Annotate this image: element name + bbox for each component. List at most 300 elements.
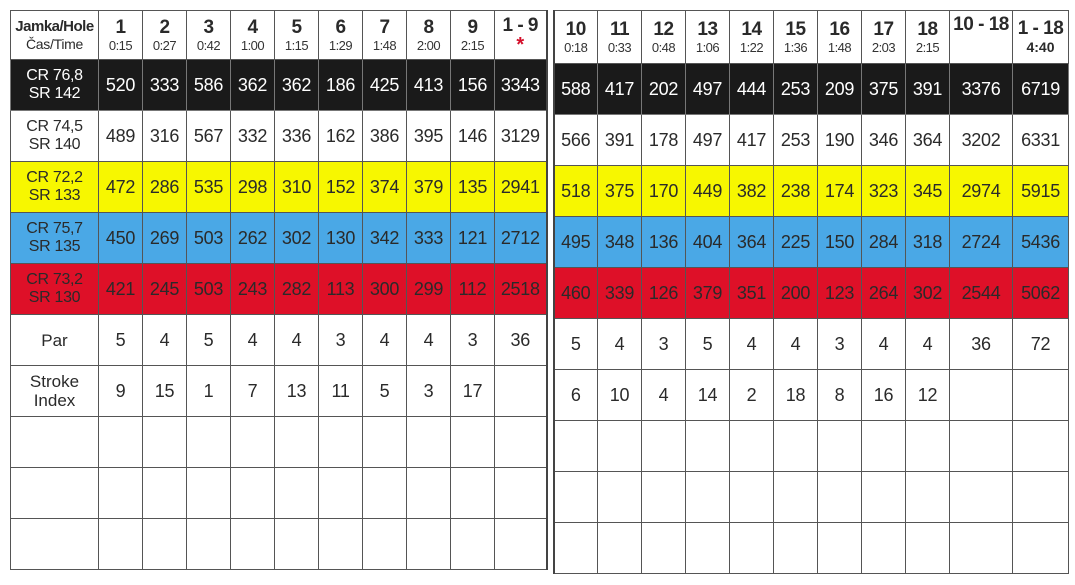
score-cell[interactable] bbox=[686, 523, 730, 574]
hole-number: 18 bbox=[917, 18, 938, 40]
hole-length: 126 bbox=[642, 268, 686, 319]
score-entry-row bbox=[554, 472, 1069, 523]
hole-length: 417 bbox=[730, 115, 774, 166]
score-cell[interactable] bbox=[319, 519, 363, 570]
score-cell[interactable] bbox=[99, 519, 143, 570]
hole-number: 9 bbox=[467, 16, 478, 38]
hole-length: 497 bbox=[686, 115, 730, 166]
tee-rating-cell bbox=[11, 264, 99, 315]
tee-rating-cell bbox=[11, 60, 99, 111]
score-cell[interactable] bbox=[906, 421, 950, 472]
hole-header bbox=[862, 11, 906, 64]
score-cell[interactable] bbox=[231, 417, 275, 468]
hole-time: 0:27 bbox=[152, 37, 177, 53]
hole-length: 425 bbox=[363, 60, 407, 111]
score-entry-row bbox=[11, 468, 547, 519]
hole-number: 8 bbox=[423, 16, 434, 38]
score-cell[interactable] bbox=[642, 523, 686, 574]
hole-length: 379 bbox=[407, 162, 451, 213]
hole-par: 3 bbox=[642, 319, 686, 370]
score-cell[interactable] bbox=[818, 472, 862, 523]
hole-par: 5 bbox=[554, 319, 598, 370]
front-total-length: 2941 bbox=[495, 162, 547, 213]
hole-length: 146 bbox=[451, 111, 495, 162]
hole-length: 586 bbox=[187, 60, 231, 111]
hole-length: 269 bbox=[143, 213, 187, 264]
hole-length: 112 bbox=[451, 264, 495, 315]
hole-time: 2:15 bbox=[915, 39, 940, 55]
score-cell[interactable] bbox=[99, 417, 143, 468]
hole-stroke-index: 4 bbox=[642, 370, 686, 421]
hole-par: 4 bbox=[774, 319, 818, 370]
hole-time: 0:42 bbox=[196, 37, 221, 53]
tee-row-black bbox=[11, 60, 547, 111]
hole-length: 299 bbox=[407, 264, 451, 315]
tee-row-white bbox=[11, 111, 547, 162]
hole-length: 136 bbox=[642, 217, 686, 268]
hole-time: 1:29 bbox=[328, 37, 353, 53]
hole-header bbox=[818, 11, 862, 64]
score-cell[interactable] bbox=[231, 519, 275, 570]
hole-number: 12 bbox=[653, 18, 674, 40]
hole-length: 264 bbox=[862, 268, 906, 319]
hole-length: 395 bbox=[407, 111, 451, 162]
hole-header bbox=[906, 11, 950, 64]
hole-time: 1:00 bbox=[240, 37, 265, 53]
hole-length: 444 bbox=[730, 64, 774, 115]
score-cell[interactable] bbox=[319, 417, 363, 468]
score-cell[interactable] bbox=[598, 421, 642, 472]
score-cell[interactable] bbox=[495, 417, 547, 468]
hole-stroke-index: 12 bbox=[906, 370, 950, 421]
course-rating: CR 72,2 bbox=[26, 169, 83, 186]
hole-length: 162 bbox=[319, 111, 363, 162]
hole-length: 152 bbox=[319, 162, 363, 213]
hole-length: 421 bbox=[99, 264, 143, 315]
score-cell[interactable] bbox=[774, 523, 818, 574]
front-total-header bbox=[495, 11, 547, 60]
hole-length: 535 bbox=[187, 162, 231, 213]
hole-time: 1:15 bbox=[284, 37, 309, 53]
score-cell[interactable] bbox=[554, 472, 598, 523]
tee-row-red bbox=[11, 264, 547, 315]
hole-length: 417 bbox=[598, 64, 642, 115]
score-cell[interactable] bbox=[686, 421, 730, 472]
score-cell[interactable] bbox=[1013, 472, 1069, 523]
hole-length: 346 bbox=[862, 115, 906, 166]
hole-length: 497 bbox=[686, 64, 730, 115]
hole-par: 4 bbox=[143, 315, 187, 366]
hole-stroke-index: 18 bbox=[774, 370, 818, 421]
header-row bbox=[554, 11, 1069, 64]
hole-length: 209 bbox=[818, 64, 862, 115]
score-cell[interactable] bbox=[730, 472, 774, 523]
score-cell[interactable] bbox=[950, 523, 1013, 574]
hole-length: 262 bbox=[231, 213, 275, 264]
score-cell[interactable] bbox=[187, 468, 231, 519]
hole-length: 202 bbox=[642, 64, 686, 115]
hole-header bbox=[363, 11, 407, 60]
hole-stroke-index: 10 bbox=[598, 370, 642, 421]
hole-stroke-index: 8 bbox=[818, 370, 862, 421]
hole-length: 253 bbox=[774, 64, 818, 115]
hole-length: 113 bbox=[319, 264, 363, 315]
par-row bbox=[11, 315, 547, 366]
score-cell[interactable] bbox=[143, 417, 187, 468]
hole-length: 200 bbox=[774, 268, 818, 319]
hole-length: 253 bbox=[774, 115, 818, 166]
score-cell[interactable] bbox=[143, 519, 187, 570]
score-cell[interactable] bbox=[950, 421, 1013, 472]
hole-number: 5 bbox=[291, 16, 302, 38]
hole-header bbox=[774, 11, 818, 64]
hole-number: 1 bbox=[115, 16, 126, 38]
hole-length: 302 bbox=[906, 268, 950, 319]
hole-length: 342 bbox=[363, 213, 407, 264]
hole-number: 11 bbox=[609, 18, 630, 40]
hole-header bbox=[730, 11, 774, 64]
scorecard bbox=[10, 10, 1069, 574]
back-total-length: 3376 bbox=[950, 64, 1013, 115]
score-cell[interactable] bbox=[818, 523, 862, 574]
tee-row-yellow bbox=[554, 166, 1069, 217]
score-cell[interactable] bbox=[598, 472, 642, 523]
slope-rating: SR 135 bbox=[28, 238, 81, 255]
score-cell[interactable] bbox=[774, 421, 818, 472]
hole-stroke-index: 13 bbox=[275, 366, 319, 417]
hole-par: 5 bbox=[187, 315, 231, 366]
stroke-index-row bbox=[554, 370, 1069, 421]
score-cell[interactable] bbox=[363, 417, 407, 468]
hole-length: 386 bbox=[363, 111, 407, 162]
hole-length: 588 bbox=[554, 64, 598, 115]
hole-par: 4 bbox=[730, 319, 774, 370]
score-cell[interactable] bbox=[495, 468, 547, 519]
hole-length: 379 bbox=[686, 268, 730, 319]
score-cell[interactable] bbox=[187, 519, 231, 570]
slope-rating: SR 130 bbox=[28, 289, 81, 306]
hole-number: 15 bbox=[785, 18, 806, 40]
hole-length: 382 bbox=[730, 166, 774, 217]
grand-total-length: 5062 bbox=[1013, 268, 1069, 319]
hole-time: 2:15 bbox=[460, 37, 485, 53]
back-total-label: 10 - 18 bbox=[953, 14, 1009, 35]
hole-length: 375 bbox=[862, 64, 906, 115]
hole-length: 282 bbox=[275, 264, 319, 315]
front-total-length: 3343 bbox=[495, 60, 547, 111]
hole-length: 391 bbox=[598, 115, 642, 166]
score-cell[interactable] bbox=[275, 519, 319, 570]
hole-length: 318 bbox=[906, 217, 950, 268]
tee-row-white bbox=[554, 115, 1069, 166]
time-label: Čas/Time bbox=[26, 35, 83, 52]
tee-rating-cell bbox=[11, 213, 99, 264]
hole-length: 489 bbox=[99, 111, 143, 162]
score-cell[interactable] bbox=[818, 421, 862, 472]
hole-length: 302 bbox=[275, 213, 319, 264]
hole-number: 10 bbox=[565, 18, 586, 40]
front-total-length: 3129 bbox=[495, 111, 547, 162]
score-cell[interactable] bbox=[642, 421, 686, 472]
hole-length: 404 bbox=[686, 217, 730, 268]
score-cell[interactable] bbox=[319, 468, 363, 519]
score-cell[interactable] bbox=[642, 472, 686, 523]
hole-time: 0:15 bbox=[108, 37, 133, 53]
header-row bbox=[11, 11, 547, 60]
score-cell[interactable] bbox=[730, 421, 774, 472]
hole-stroke-index: 17 bbox=[451, 366, 495, 417]
hole-length: 130 bbox=[319, 213, 363, 264]
hole-time: 1:48 bbox=[827, 39, 852, 55]
score-cell[interactable] bbox=[275, 417, 319, 468]
score-cell[interactable] bbox=[906, 472, 950, 523]
hole-header bbox=[319, 11, 363, 60]
hole-length: 121 bbox=[451, 213, 495, 264]
hole-header bbox=[99, 11, 143, 60]
score-cell[interactable] bbox=[495, 519, 547, 570]
hole-length: 333 bbox=[407, 213, 451, 264]
hole-length: 472 bbox=[99, 162, 143, 213]
hole-par: 4 bbox=[906, 319, 950, 370]
hole-header bbox=[407, 11, 451, 60]
hole-length: 333 bbox=[143, 60, 187, 111]
score-entry-row bbox=[554, 421, 1069, 472]
hole-length: 323 bbox=[862, 166, 906, 217]
hole-length: 156 bbox=[451, 60, 495, 111]
hole-length: 362 bbox=[231, 60, 275, 111]
hole-header bbox=[143, 11, 187, 60]
score-cell[interactable] bbox=[11, 468, 99, 519]
score-cell[interactable] bbox=[407, 519, 451, 570]
hole-length: 284 bbox=[862, 217, 906, 268]
hole-stroke-index: 5 bbox=[363, 366, 407, 417]
score-cell[interactable] bbox=[554, 523, 598, 574]
hole-length: 238 bbox=[774, 166, 818, 217]
hole-length: 170 bbox=[642, 166, 686, 217]
front-total-length: 2712 bbox=[495, 213, 547, 264]
score-cell[interactable] bbox=[862, 421, 906, 472]
grand-total-time: 4:40 bbox=[1026, 39, 1055, 55]
back-nine-table bbox=[553, 10, 1070, 574]
score-cell[interactable] bbox=[99, 468, 143, 519]
slope-rating: SR 142 bbox=[28, 85, 81, 102]
front-nine-table bbox=[10, 10, 548, 570]
hole-stroke-index: 7 bbox=[231, 366, 275, 417]
tee-row-blue bbox=[554, 217, 1069, 268]
header-label-cell bbox=[11, 11, 99, 60]
back-total-length: 2544 bbox=[950, 268, 1013, 319]
score-cell[interactable] bbox=[187, 417, 231, 468]
hole-length: 364 bbox=[906, 115, 950, 166]
hole-number: 13 bbox=[697, 18, 718, 40]
hole-length: 348 bbox=[598, 217, 642, 268]
course-rating: CR 75,7 bbox=[26, 220, 83, 237]
hole-length: 225 bbox=[774, 217, 818, 268]
hole-time: 2:00 bbox=[416, 37, 441, 53]
score-cell[interactable] bbox=[730, 523, 774, 574]
par-row bbox=[554, 319, 1069, 370]
tee-row-yellow bbox=[11, 162, 547, 213]
hole-par: 5 bbox=[99, 315, 143, 366]
hole-length: 332 bbox=[231, 111, 275, 162]
asterisk-mark: * bbox=[516, 34, 525, 56]
hole-length: 178 bbox=[642, 115, 686, 166]
hole-length: 503 bbox=[187, 264, 231, 315]
score-cell[interactable] bbox=[11, 417, 99, 468]
hole-header bbox=[554, 11, 598, 64]
hole-par: 4 bbox=[275, 315, 319, 366]
score-cell[interactable] bbox=[363, 519, 407, 570]
score-cell[interactable] bbox=[451, 417, 495, 468]
hole-length: 316 bbox=[143, 111, 187, 162]
back-total-length: 2974 bbox=[950, 166, 1013, 217]
score-entry-row bbox=[11, 519, 547, 570]
hole-header bbox=[451, 11, 495, 60]
tee-rating-cell bbox=[11, 111, 99, 162]
grand-total-length: 5915 bbox=[1013, 166, 1069, 217]
hole-length: 567 bbox=[187, 111, 231, 162]
grand-total-length: 5436 bbox=[1013, 217, 1069, 268]
score-cell[interactable] bbox=[862, 523, 906, 574]
back-par-total: 36 bbox=[950, 319, 1013, 370]
score-cell[interactable] bbox=[686, 472, 730, 523]
score-cell[interactable] bbox=[363, 468, 407, 519]
score-cell[interactable] bbox=[407, 417, 451, 468]
hole-stroke-index: 11 bbox=[319, 366, 363, 417]
course-rating: CR 74,5 bbox=[26, 118, 83, 135]
hole-length: 186 bbox=[319, 60, 363, 111]
hole-length: 286 bbox=[143, 162, 187, 213]
score-cell[interactable] bbox=[275, 468, 319, 519]
hole-length: 566 bbox=[554, 115, 598, 166]
score-cell[interactable] bbox=[451, 468, 495, 519]
hole-header bbox=[275, 11, 319, 60]
hole-par: 4 bbox=[598, 319, 642, 370]
slope-rating: SR 133 bbox=[28, 187, 81, 204]
hole-stroke-index: 9 bbox=[99, 366, 143, 417]
hole-number: 14 bbox=[741, 18, 762, 40]
grand-total-header bbox=[1013, 11, 1069, 64]
score-cell[interactable] bbox=[11, 519, 99, 570]
hole-number: 2 bbox=[159, 16, 170, 38]
back-total-length: 2724 bbox=[950, 217, 1013, 268]
score-cell[interactable] bbox=[451, 519, 495, 570]
front-par-total: 36 bbox=[495, 315, 547, 366]
hole-length: 364 bbox=[730, 217, 774, 268]
grand-par-total: 72 bbox=[1013, 319, 1069, 370]
score-cell[interactable] bbox=[906, 523, 950, 574]
score-cell[interactable] bbox=[774, 472, 818, 523]
hole-stroke-index: 2 bbox=[730, 370, 774, 421]
hole-header bbox=[231, 11, 275, 60]
hole-length: 518 bbox=[554, 166, 598, 217]
hole-time: 0:33 bbox=[607, 39, 632, 55]
back-total-length: 3202 bbox=[950, 115, 1013, 166]
hole-length: 495 bbox=[554, 217, 598, 268]
front-total-length: 2518 bbox=[495, 264, 547, 315]
hole-time: 1:48 bbox=[372, 37, 397, 53]
hole-par: 4 bbox=[862, 319, 906, 370]
hole-length: 520 bbox=[99, 60, 143, 111]
hole-length: 449 bbox=[686, 166, 730, 217]
hole-time: 1:36 bbox=[783, 39, 808, 55]
front-total-label: 1 - 9 bbox=[502, 15, 539, 36]
hole-length: 450 bbox=[99, 213, 143, 264]
hole-length: 174 bbox=[818, 166, 862, 217]
hole-length: 503 bbox=[187, 213, 231, 264]
hole-time: 0:18 bbox=[564, 39, 588, 55]
grand-total-label: 1 - 18 bbox=[1017, 18, 1064, 39]
hole-length: 345 bbox=[906, 166, 950, 217]
score-cell[interactable] bbox=[407, 468, 451, 519]
score-cell[interactable] bbox=[1013, 523, 1069, 574]
stroke-index-row bbox=[11, 366, 547, 417]
tee-row-red bbox=[554, 268, 1069, 319]
hole-stroke-index: 16 bbox=[862, 370, 906, 421]
hole-header bbox=[598, 11, 642, 64]
hole-length: 298 bbox=[231, 162, 275, 213]
index-label: Index bbox=[33, 391, 76, 410]
hole-label: Jamka/Hole bbox=[15, 17, 94, 35]
score-cell[interactable] bbox=[950, 472, 1013, 523]
hole-length: 351 bbox=[730, 268, 774, 319]
hole-length: 413 bbox=[407, 60, 451, 111]
score-cell[interactable] bbox=[554, 421, 598, 472]
hole-stroke-index: 3 bbox=[407, 366, 451, 417]
empty-cell bbox=[495, 366, 547, 417]
slope-rating: SR 140 bbox=[28, 136, 81, 153]
hole-stroke-index: 14 bbox=[686, 370, 730, 421]
hole-length: 339 bbox=[598, 268, 642, 319]
hole-par: 3 bbox=[451, 315, 495, 366]
hole-length: 243 bbox=[231, 264, 275, 315]
hole-number: 6 bbox=[335, 16, 346, 38]
score-cell[interactable] bbox=[231, 468, 275, 519]
hole-stroke-index: 15 bbox=[143, 366, 187, 417]
hole-length: 460 bbox=[554, 268, 598, 319]
tee-row-blue bbox=[11, 213, 547, 264]
hole-length: 300 bbox=[363, 264, 407, 315]
score-cell[interactable] bbox=[598, 523, 642, 574]
hole-header bbox=[686, 11, 730, 64]
hole-stroke-index: 1 bbox=[187, 366, 231, 417]
hole-length: 310 bbox=[275, 162, 319, 213]
score-cell[interactable] bbox=[143, 468, 187, 519]
hole-number: 4 bbox=[247, 16, 258, 38]
hole-par: 4 bbox=[407, 315, 451, 366]
hole-time: 1:06 bbox=[695, 39, 720, 55]
hole-header bbox=[642, 11, 686, 64]
hole-length: 135 bbox=[451, 162, 495, 213]
empty-cell bbox=[950, 370, 1013, 421]
hole-length: 245 bbox=[143, 264, 187, 315]
hole-length: 336 bbox=[275, 111, 319, 162]
score-cell[interactable] bbox=[1013, 421, 1069, 472]
hole-header bbox=[187, 11, 231, 60]
score-entry-row bbox=[11, 417, 547, 468]
hole-length: 362 bbox=[275, 60, 319, 111]
tee-row-black bbox=[554, 64, 1069, 115]
hole-number: 7 bbox=[379, 16, 390, 38]
tee-rating-cell bbox=[11, 162, 99, 213]
stroke-index-label bbox=[11, 366, 99, 417]
hole-number: 17 bbox=[873, 18, 894, 40]
hole-length: 391 bbox=[906, 64, 950, 115]
hole-time: 1:22 bbox=[739, 39, 764, 55]
back-total-header bbox=[950, 11, 1013, 64]
hole-stroke-index: 6 bbox=[554, 370, 598, 421]
score-cell[interactable] bbox=[862, 472, 906, 523]
